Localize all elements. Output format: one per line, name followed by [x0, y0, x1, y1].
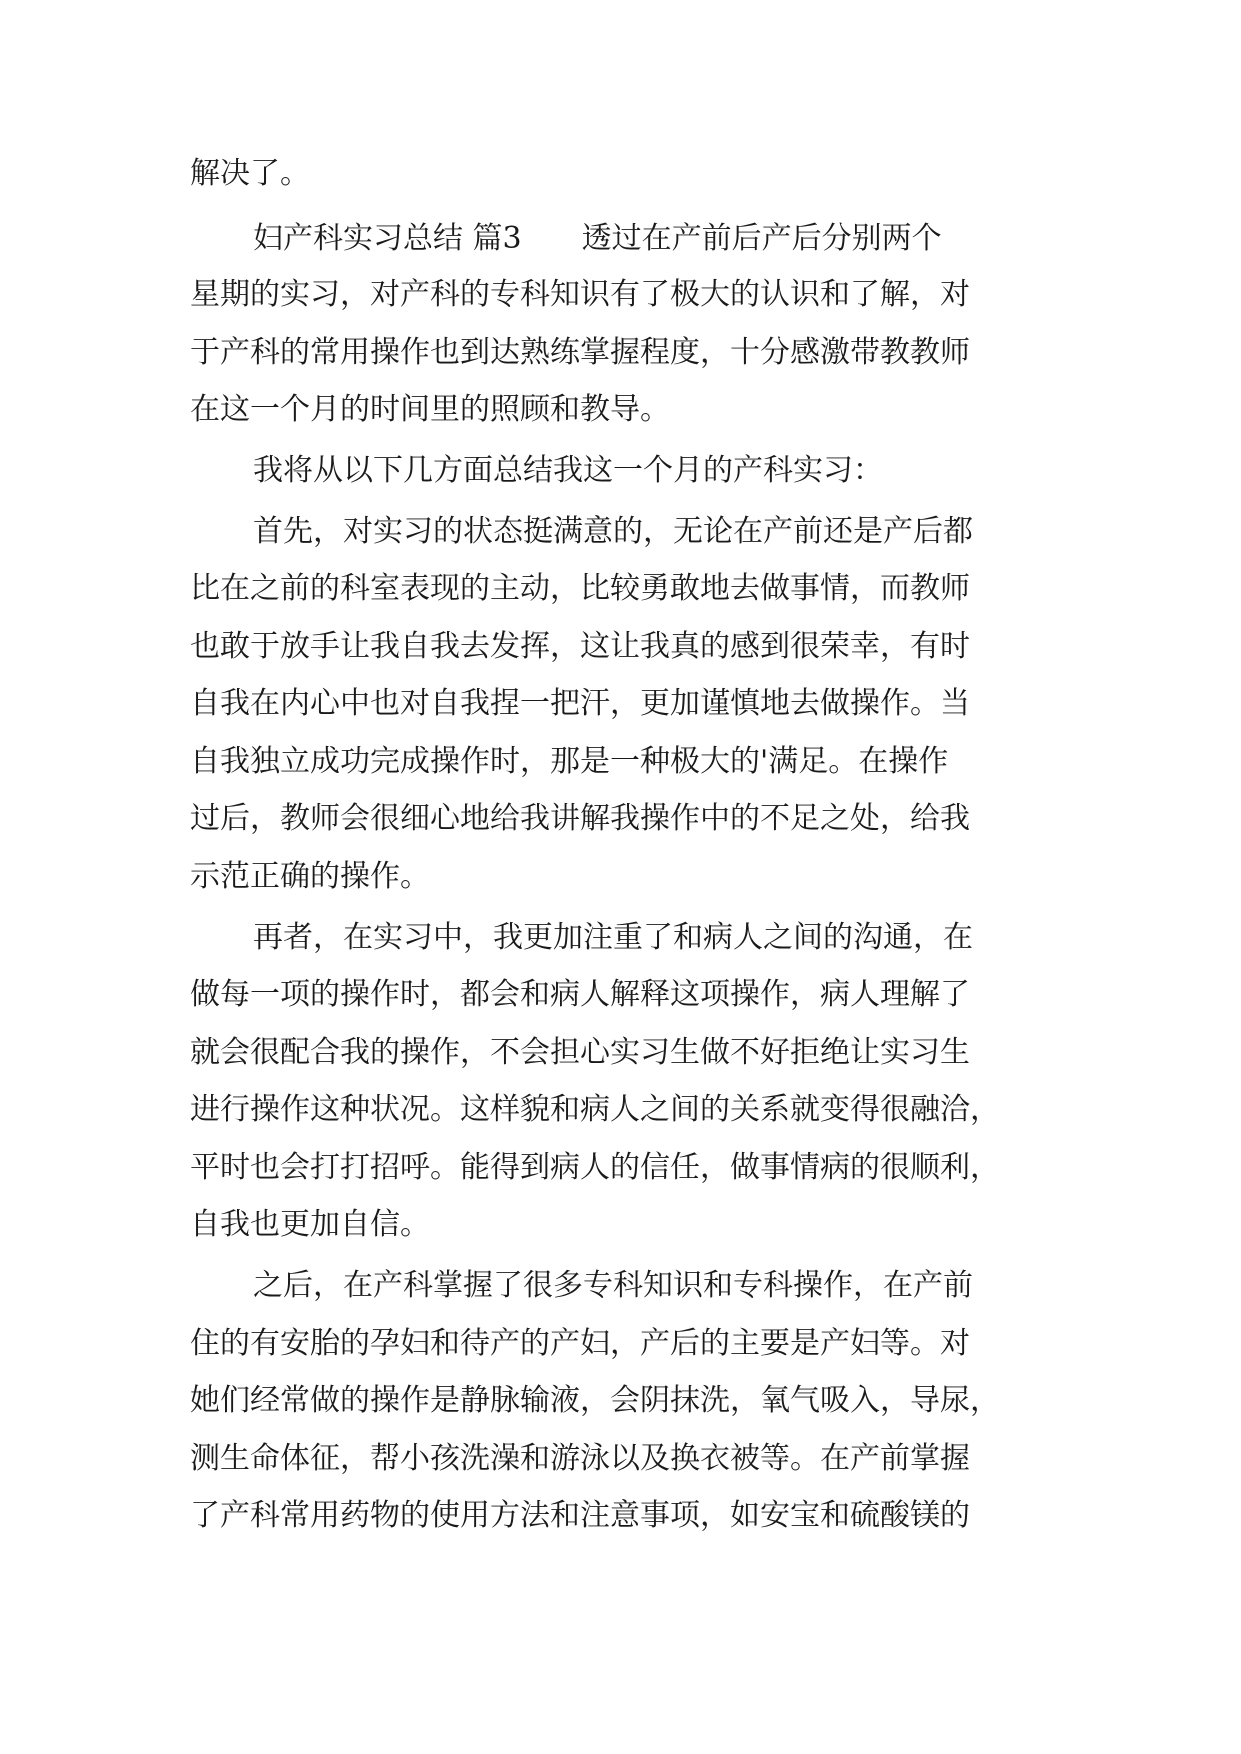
- text-line: 解决了。: [190, 156, 310, 191]
- text-line: 做每一项的操作时，都会和病人解释这项操作，病人理解了: [190, 977, 970, 1012]
- text-line: 测生命体征，帮小孩洗澡和游泳以及换衣被等。在产前掌握: [190, 1441, 970, 1476]
- text-line: 进行操作这种状况。这样貌和病人之间的关系就变得很融洽，: [190, 1092, 1000, 1127]
- text-line: 住的有安胎的孕妇和待产的产妇，产后的主要是产妇等。对: [190, 1326, 970, 1361]
- text-line: 在这一个月的时间里的照顾和教导。: [190, 392, 670, 427]
- text-line: 首先，对实习的状态挺满意的，无论在产前还是产后都: [253, 514, 973, 549]
- text-line: 再者，在实习中，我更加注重了和病人之间的沟通，在: [253, 920, 973, 955]
- text-line: 自我独立成功完成操作时，那是一种极大的'满足。在操作: [190, 744, 949, 779]
- text-line: 星期的实习，对产科的专科知识有了极大的认识和了解，对: [190, 277, 970, 312]
- text-line: 我将从以下几方面总结我这一个月的产科实习：: [253, 453, 883, 488]
- text-line: 示范正确的操作。: [190, 859, 430, 894]
- text-line: 自我也更加自信。: [190, 1207, 430, 1242]
- text-line: 她们经常做的操作是静脉输液，会阴抹洗，氧气吸入，导尿，: [190, 1383, 1000, 1418]
- text-line: 妇产科实习总结 篇3 透过在产前后产后分别两个: [253, 221, 942, 256]
- text-line: 过后，教师会很细心地给我讲解我操作中的不足之处，给我: [190, 801, 970, 836]
- text-line: 就会很配合我的操作，不会担心实习生做不好拒绝让实习生: [190, 1035, 970, 1070]
- text-line: 之后，在产科掌握了很多专科知识和专科操作，在产前: [253, 1268, 973, 1303]
- text-line: 自我在内心中也对自我捏一把汗，更加谨慎地去做操作。当: [190, 686, 970, 721]
- text-line: 比在之前的科室表现的主动，比较勇敢地去做事情，而教师: [190, 571, 970, 606]
- text-line: 也敢于放手让我自我去发挥，这让我真的感到很荣幸，有时: [190, 629, 970, 664]
- text-line: 平时也会打打招呼。能得到病人的信任，做事情病的很顺利，: [190, 1150, 1000, 1185]
- text-line: 了产科常用药物的使用方法和注意事项，如安宝和硫酸镁的: [190, 1498, 970, 1533]
- text-line: 于产科的常用操作也到达熟练掌握程度，十分感激带教教师: [190, 335, 970, 370]
